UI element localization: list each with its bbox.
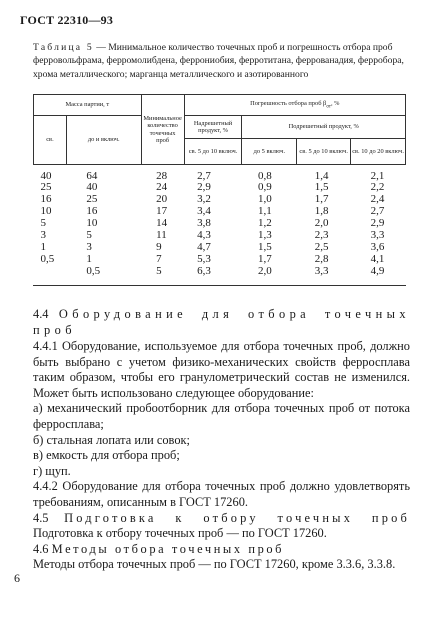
list-item-d: г) щуп. <box>33 463 71 478</box>
header-mass: Масса партии, т <box>34 95 142 116</box>
paragraph-4-5-text: Подготовка к отбору точечных проб — по ГОСТ 17260. <box>33 526 327 541</box>
sampling-table <box>33 94 406 278</box>
table-row: 16 25 20 3,2 1,0 1,7 2,4 <box>40 193 385 206</box>
table-row: 5 10 14 3,8 1,2 2,0 2,9 <box>40 217 385 230</box>
paragraph-4-4-1-text: 4.4.1 Оборудование, используемое для отбора точечных проб, должно быть выбрано с учетом физико-механических свойств ферросплава таким образом, чтобы его гранулометрический состав не изменился. Может быть использовано следующее оборудование: <box>33 339 410 400</box>
list-item-b: б) стальная лопата или совок; <box>33 432 190 447</box>
section-4-4-heading-cont: проб <box>33 322 76 337</box>
paragraph-4-6-text: Методы отбора точечных проб — по ГОСТ 17260, кроме 3.3.6, 3.3.8. <box>33 557 396 572</box>
table-row: 10 16 17 3,4 1,1 1,8 2,7 <box>40 205 385 218</box>
table-caption-label: Таблица 5 <box>33 42 94 53</box>
table-row: 3 5 11 4,3 1,3 2,3 3,3 <box>40 229 385 242</box>
table-caption <box>33 41 405 81</box>
paragraph-4-4-1 <box>33 339 410 573</box>
table-row: 1 3 9 4,7 1,5 2,5 3,6 <box>40 240 385 253</box>
header-error: Погрешность отбора проб $\beta_{от}$, % <box>184 95 405 116</box>
header-undersize-2: св. 5 до 10 включ. <box>297 139 351 165</box>
header-upto: до и включ. <box>66 116 141 165</box>
header-min-count: Минимальное количество точечных проб <box>141 95 184 165</box>
section-4-6-heading: 4.6 Методы отбора точечных проб <box>33 541 285 556</box>
table-row: 40 64 28 2,7 0,8 1,4 2,1 <box>40 169 385 182</box>
section-4-4-heading: 4.4 Оборудование для отбора точечных <box>33 307 410 321</box>
table-caption-text: — Минимальное количество точечных проб и погрешность отбора проб ферровольфрама, ферромолибдена, феррониобия, ферротитана, феррованадия, ферробора, хрома металлического; марганца металлического и азотированного <box>33 42 404 80</box>
header-undersize-1: до 5 включ. <box>242 139 297 165</box>
header-oversize-range: св. 5 до 10 включ. <box>184 139 242 165</box>
document-header: ГОСТ 22310—93 <box>20 13 114 27</box>
list-item-c: в) емкость для отбора проб; <box>33 448 180 463</box>
header-oversize: Надрешетный продукт, % <box>184 116 242 139</box>
table-row: 0,5 1 7 5,3 1,7 2,8 4,1 <box>40 252 385 265</box>
header-over: св. <box>34 116 67 165</box>
paragraph-4-4-2-text: 4.4.2 Оборудование для отбора точечных проб должно удовлетворять требованиям, описанным в ГОСТ 17260. <box>33 479 410 509</box>
table-row: 25 40 24 2,9 0,9 1,5 2,2 <box>40 181 385 194</box>
header-undersize: Подрешетный продукт, % <box>242 116 406 139</box>
page-number: 6 <box>14 571 20 585</box>
section-4-4 <box>33 307 410 338</box>
table-row: 0,5 5 6,3 2,0 3,3 4,9 <box>86 264 385 277</box>
header-undersize-3: св. 10 до 20 включ. <box>351 139 406 165</box>
list-item-a: а) механический пробоотборник для отбора точечных проб от потока ферросплава; <box>33 401 410 431</box>
table-bottom-rule <box>33 285 406 286</box>
section-4-5-heading: 4.5 Подготовка к отбору точечных проб <box>33 510 410 525</box>
